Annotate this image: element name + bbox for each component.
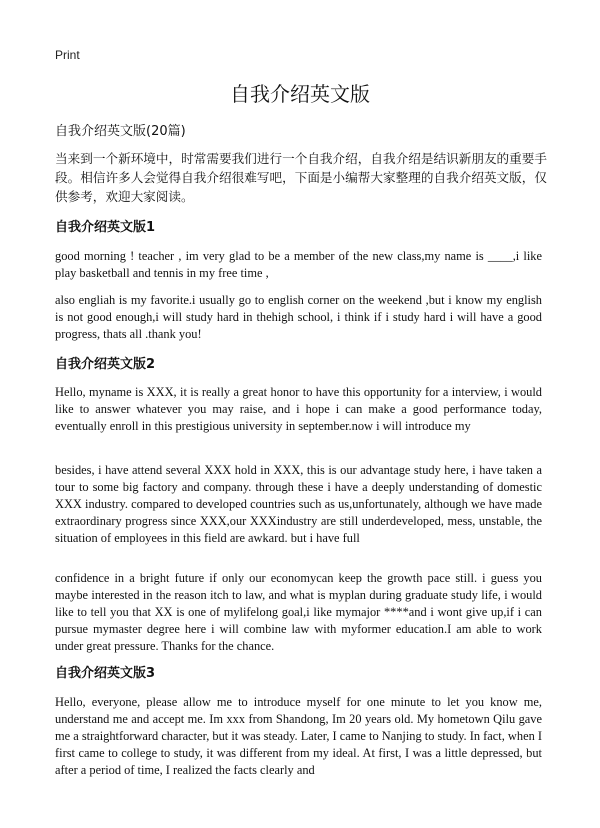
print-link[interactable]: Print: [55, 48, 80, 62]
section-heading-3: 自我介绍英文版3: [55, 666, 156, 681]
section-heading-2: 自我介绍英文版2: [55, 357, 156, 372]
page-subtitle: 自我介绍英文版(20篇): [55, 124, 186, 139]
section-2-paragraph-2: besides, i have attend several XXX hold in XXX, this is our advantage study here, i have taken a tour to some big factory and company. through these i have a deeply understanding of domestic XXX industry. compared to developed countries such as us,unfortunately, although we have made extraordinary progress since XXX,our XXXindustry are still underdeveloped, mess, unstable, the situation of employees in this field are awkard. but i have full: [55, 463, 542, 545]
page-title: 自我介绍英文版: [230, 82, 370, 106]
section-2-paragraph-3: confidence in a bright future if only our economycan keep the growth pace still. i guess you maybe interested in the reason itch to law, and what is myplan during graduate study life, i would like to tell you that XX is one of mylifelong goal,i like mymajor ****and i wont give up,if i can pursue mymaster degree here i will combine law with myformer education.I am able to work under great pressure. Thanks for the chance.: [55, 571, 542, 653]
section-1-paragraph-1: good morning ! teacher , im very glad to be a member of the new class,my name is ____,i like play basketball and tennis in my free time ,: [55, 249, 542, 280]
section-1-paragraph-2: also engliah is my favorite.i usually go to english corner on the weekend ,but i know my english is not good enough,i will study hard in thehigh school, i think if i study hard i will have a good progress, thats all .thank you!: [55, 293, 542, 341]
section-heading-1: 自我介绍英文版1: [55, 220, 156, 235]
section-3-paragraph-1: Hello, everyone, please allow me to introduce myself for one minute to let you know me, understand me and accept me. Im xxx from Shandong, Im 20 years old. My hometown Qilu gave me a straightforward character, but it was steady. Later, I came to Nanjing to study. In fact, when I first came to college to study, it was different from my ideal. At first, I was a little depressed, but after a period of time, I realized the facts clearly and: [55, 695, 542, 777]
section-2-paragraph-1: Hello, myname is XXX, it is really a great honor to have this opportunity for a interview, i would like to answer whatever you may raise, and i hope i can make a good performance today, eventually enroll in this prestigious university in september.now i will introduce my: [55, 385, 542, 433]
intro-paragraph: 当来到一个新环境中，时常需要我们进行一个自我介绍，自我介绍是结识新朋友的重要手段。相信许多人会觉得自我介绍很难写吧，下面是小编帮大家整理的自我介绍英文版，仅供参考，欢迎大家阅读。: [55, 151, 547, 204]
